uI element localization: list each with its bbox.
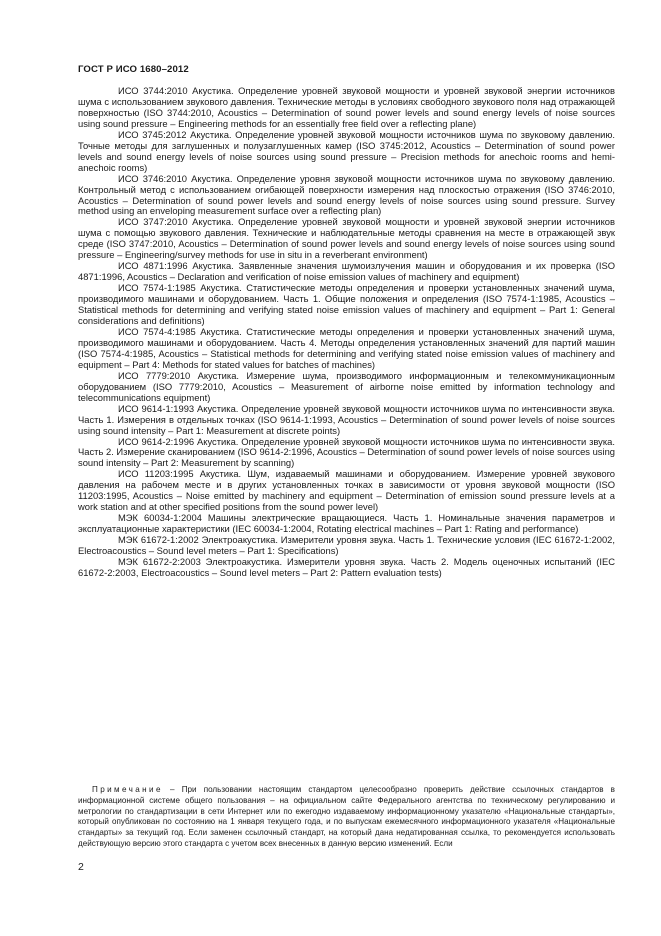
reference-item: ИСО 3746:2010 Акустика. Определение уровня звуковой мощности источников шума по звуковому давлению. Контрольный метод с использованием огибающей поверхности измерения над плоскостью отражения (ISO 3746:2010, Acoustics – Determination of sound power levels and sound energy levels of noise sources using sound pressure. Survey method using an enveloping measurement surface over a reflecting plan) — [78, 172, 615, 217]
reference-item: МЭК 60034-1:2004 Машины электрические вращающиеся. Часть 1. Номинальные значения параметров и эксплуатационные характеристики (IEC 60034-1:2004, Rotating electrical machines – Part 1: Rating and performance) — [78, 512, 615, 535]
note-paragraph — [78, 785, 615, 850]
note-text: – При пользовании настоящим стандартом целесообразно проверить действие ссылочных стандартов в информационной системе общего пользования – на официальном сайте Федерального агентства по техническому регулированию и метрологии по стандартизации в сети Интернет или по ежегодно издаваемому информационному указателю «Национальные стандарты», который опубликован по состоянию на 1 января текущего года, и по выпускам ежемесячного информационного указателя «Национальные стандарты» за текущий год. Если заменен ссылочный стандарт, на который дана недатированная ссылка, то рекомендуется использовать действующую версию этого стандарта с учетом всех внесенных в данную версию изменений. Если — [78, 785, 615, 849]
reference-item: ИСО 9614-1:1993 Акустика. Определение уровней звуковой мощности источников шума по интенсивности звука. Часть 1. Измерения в отдельных точках (ISO 9614-1:1993, Acoustics – Determination of sound power levels of noise sources using sound intensity – Part 1: Measurement at discrete points) — [78, 402, 615, 436]
reference-item: ИСО 3747:2010 Акустика. Определение уровней звуковой мощности и уровней звуковой энергии источников шума с помощью звукового давления. Технические и наблюдательные методы сравнения на месте в отражающей звук среде (ISO 3747:2010, Acoustics – Determination of sound power levels and sound energy levels of noise sources using sound pressure – Engineering/survey methods for use in situ in a reverberant environment) — [78, 216, 615, 261]
reference-item: МЭК 61672-2:2003 Электроакустика. Измерители уровня звука. Часть 2. Модель оценочных испытаний (IEC 61672-2:2003, Electroacoustics – Sound level meters – Part 2: Pattern evaluation tests) — [78, 555, 615, 578]
reference-item: МЭК 61672-1:2002 Электроакустика. Измерители уровня звука. Часть 1. Технические условия (IEC 61672-1:2002, Electroacoustics – Sound level meters – Part 1: Specifications) — [78, 534, 615, 557]
reference-item: ИСО 7574-4:1985 Акустика. Статистические методы определения и проверки установленных значений шума, производимого машинами и оборудованием. Часть 4. Методы определения установленных значений для партий машин (ISO 7574-4:1985, Acoustics – Statistical methods for determining and verifying stated noise emission values of machinery and equipment – Part 4: Methods for stated values for batches of machines) — [78, 325, 615, 370]
reference-item: ИСО 3745:2012 Акустика. Определение уровней звуковой мощности источников шума по звуковому давлению. Точные методы для заглушенных и полузаглушенных камер (ISO 3745:2012, Acoustics – Determination of sound power levels and sound energy levels of noise sources using sound pressure – Precision methods for anechoic rooms and hemi-anechoic rooms) — [78, 128, 615, 173]
normative-references-list — [78, 86, 615, 579]
reference-item: ИСО 3744:2010 Акустика. Определение уровней звуковой мощности и уровней звуковой энергии источников шума с использованием звукового давления. Технические методы в условиях свободного звукового поля над отражающей поверхностью (ISO 3744:2010, Acoustics – Determination of sound power levels and sound energy levels of noise sources using sound pressure – Engineering methods for an essentially free field over a reflecting plane) — [78, 85, 615, 129]
reference-item: ИСО 7574-1:1985 Акустика. Статистические методы определения и проверки установленных значений шума, производимого машинами и оборудованием. Часть 1. Общие положения и определения (ISO 7574-1:1985, Acoustics – Statistical methods for determining and verifying stated noise emission values of machinery and equipment – Part 1: General considerations and definitions) — [78, 282, 615, 327]
reference-item: ИСО 7779:2010 Акустика. Измерение шума, производимого информационным и телекоммуникационным оборудованием (ISO 7779:2010, Acoustics – Measurement of airborne noise emitted by information technology and telecommunications equipment) — [78, 369, 615, 403]
reference-item: ИСО 4871:1996 Акустика. Заявленные значения шумоизлучения машин и оборудования и их проверка (ISO 4871:1996, Acoustics – Declaration and verification of noise emission values of machinery and equipment) — [78, 260, 615, 283]
reference-item: ИСО 11203:1995 Акустика. Шум, издаваемый машинами и оборудованием. Измерение уровней звукового давления на рабочем месте и в других установленных точках в зависимости от уровня звуковой мощности (ISO 11203:1995, Acoustics – Noise emitted by machinery and equipment – Determination of emission sound pressure levels at a work station and at other specified positions from the sound power level) — [78, 468, 615, 513]
note-lead: Примечание — [92, 785, 163, 795]
reference-item: ИСО 9614-2:1996 Акустика. Определение уровней звуковой мощности источников шума по интенсивности звука. Часть 2. Измерение сканированием (ISO 9614-2:1996, Acoustics – Determination of sound power levels of noise sources using sound intensity – Part 2: Measurement by scanning) — [78, 435, 615, 469]
document-header: ГОСТ Р ИСО 1680–2012 — [78, 64, 189, 75]
page-number: 2 — [78, 861, 84, 873]
